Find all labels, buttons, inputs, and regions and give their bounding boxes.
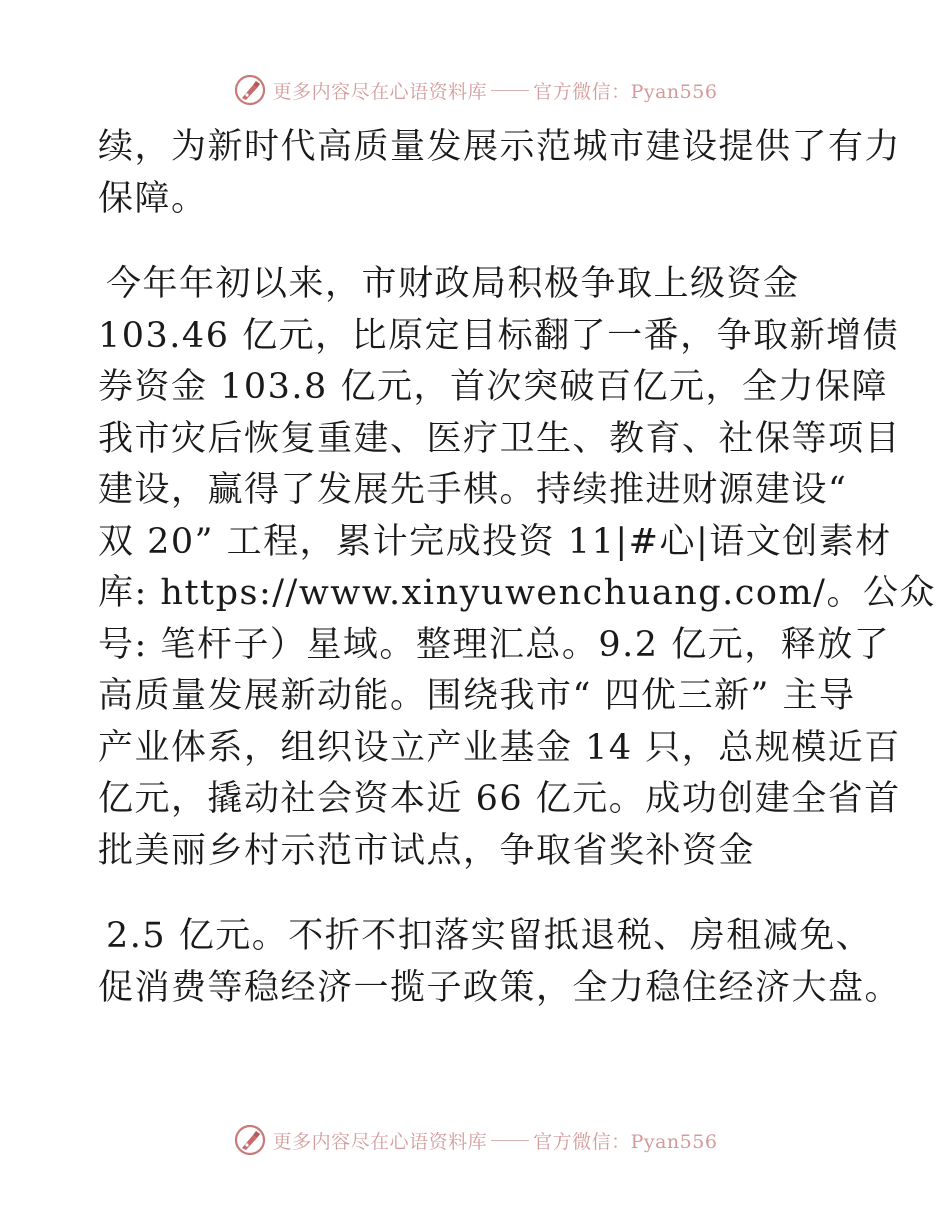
text-line: 券资金 103.8 亿元，首次突破百亿元，全力保障: [98, 367, 888, 407]
watermark-divider: [491, 90, 529, 91]
text-line: 亿元，撬动社会资本近 66 亿元。成功创建全省首: [98, 779, 901, 819]
watermark-secondary-text: 官方微信：Pyan556: [533, 1130, 718, 1153]
watermark-secondary-text: 官方微信：Pyan556: [533, 80, 718, 103]
text-line: 103.46 亿元，比原定目标翻了一番，争取新增债: [98, 315, 900, 356]
text-line: 今年年初以来，市财政局积极争取上级资金: [106, 264, 800, 304]
text-line: 2.5 亿元。不折不扣落实留抵退税、房租减免、: [106, 916, 873, 956]
text-line: 促消费等稳经济一揽子政策，全力稳住经济大盘。: [98, 967, 902, 1008]
text-line: 高质量发展新动能。围绕我市“ 四优三新” 主导: [98, 676, 856, 716]
text-line: 续，为新时代高质量发展示范城市建设提供了有力: [98, 127, 902, 167]
watermark-primary-text: 更多内容尽在心语资料库: [272, 1130, 488, 1153]
pen-nib-logo-icon: [233, 73, 267, 107]
document-body: [98, 122, 936, 1014]
text-line: 建设，赢得了发展先手棋。持续推进财源建设“: [98, 470, 848, 510]
watermark-primary-text: 更多内容尽在心语资料库: [272, 80, 488, 103]
footer-watermark: [0, 1120, 950, 1160]
paragraph: [98, 122, 902, 225]
paragraph: [98, 911, 902, 1014]
header-watermark: [0, 70, 950, 110]
text-line: 保障。: [98, 178, 208, 219]
text-line: 我市灾后恢复重建、医疗卫生、教育、社保等项目: [98, 418, 902, 459]
text-line: 库: https://www.xinyuwenchuang.com/。公众: [98, 573, 936, 613]
text-line: 产业体系，组织设立产业基金 14 只，总规模近百: [98, 727, 901, 768]
paragraph-gap: [98, 225, 888, 259]
text-line: 批美丽乡村示范市试点，争取省奖补资金: [98, 830, 756, 871]
paragraph-gap: [98, 877, 888, 911]
paragraph: [98, 259, 936, 877]
text-line: 号: 笔杆子）星域。整理汇总。9.2 亿元，释放了: [98, 624, 891, 665]
text-line: 双 20” 工程，累计完成投资 11|#心|语文创素材: [98, 521, 892, 562]
pen-nib-logo-icon: [233, 1123, 267, 1157]
watermark-divider: [491, 1140, 529, 1141]
